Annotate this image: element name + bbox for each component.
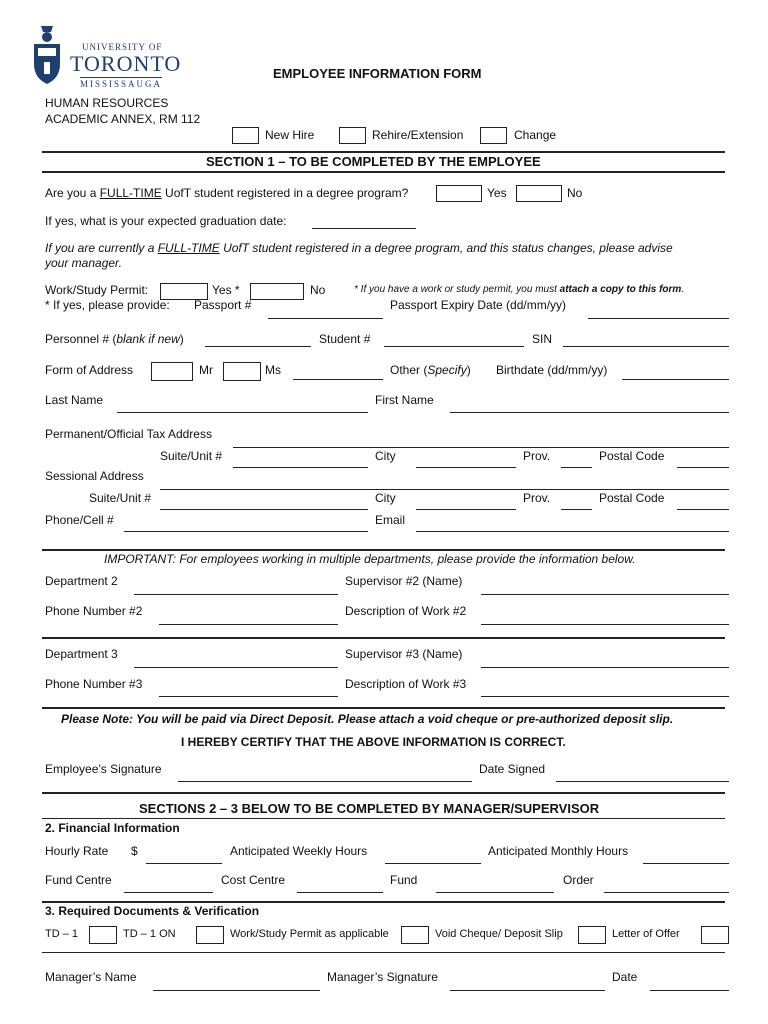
td1on-checkbox[interactable] (196, 926, 224, 944)
rehire-label: Rehire/Extension (372, 128, 464, 142)
perm-postal-field[interactable] (677, 467, 729, 468)
fund-field[interactable] (436, 892, 554, 893)
fulltime-no-checkbox[interactable] (516, 185, 562, 202)
dept-label: HUMAN RESOURCES (45, 96, 169, 110)
sessional-address-field[interactable] (160, 489, 729, 490)
perm-city-label: City (375, 449, 396, 463)
divider (42, 952, 725, 953)
sup3-field[interactable] (481, 667, 729, 668)
fulltime-no-label: No (567, 186, 583, 200)
sup2-label: Supervisor #2 (Name) (345, 574, 463, 588)
divider (42, 549, 725, 551)
new-hire-label: New Hire (265, 128, 315, 142)
weekly-label: Anticipated Weekly Hours (230, 844, 368, 858)
phone2-field[interactable] (159, 624, 338, 625)
divider (42, 792, 725, 794)
permit-label: Work/Study Permit: (45, 283, 149, 297)
divider (42, 901, 725, 903)
address-label: ACADEMIC ANNEX, RM 112 (45, 112, 201, 126)
fin-heading: 2. Financial Information (45, 821, 180, 835)
ms-label: Ms (265, 363, 281, 377)
certify-statement: I HEREBY CERTIFY THAT THE ABOVE INFORMATION IS CORRECT. (181, 735, 566, 749)
birthdate-field[interactable] (622, 379, 729, 380)
permit-note: * If you have a work or study permit, you must attach a copy to this form. (354, 284, 685, 295)
weekly-field[interactable] (385, 863, 481, 864)
student-label: Student # (319, 332, 371, 346)
permit-no-checkbox[interactable] (250, 283, 304, 300)
mgr-name-label: Manager’s Name (45, 970, 137, 984)
sin-field[interactable] (563, 346, 729, 347)
fund-centre-label: Fund Centre (45, 873, 112, 887)
phone-cell-label: Phone/Cell # (45, 513, 114, 527)
dollar-sign: $ (131, 844, 138, 858)
order-label: Order (563, 873, 594, 887)
monthly-label: Anticipated Monthly Hours (488, 844, 629, 858)
perm-postal-label: Postal Code (599, 449, 665, 463)
offer-checkbox[interactable] (701, 926, 729, 944)
sess-postal-label: Postal Code (599, 491, 665, 505)
emp-sig-label: Employee’s Signature (45, 762, 162, 776)
sess-city-field[interactable] (416, 509, 516, 510)
monthly-field[interactable] (643, 863, 729, 864)
mgr-sig-label: Manager’s Signature (327, 970, 438, 984)
cost-centre-field[interactable] (297, 892, 383, 893)
date-label: Date (612, 970, 638, 984)
passport-label: Passport # (194, 298, 252, 312)
sess-city-label: City (375, 491, 396, 505)
fund-label: Fund (390, 873, 418, 887)
birthdate-label: Birthdate (dd/mm/yy) (496, 363, 608, 377)
first-name-label: First Name (375, 393, 434, 407)
student-field[interactable] (384, 346, 524, 347)
date-field[interactable] (650, 990, 729, 991)
new-hire-checkbox[interactable] (232, 127, 259, 144)
dept2-field[interactable] (134, 594, 338, 595)
phone3-field[interactable] (159, 696, 338, 697)
form-of-address-label: Form of Address (45, 363, 134, 377)
date-signed-label: Date Signed (479, 762, 546, 776)
email-field[interactable] (416, 531, 729, 532)
first-name-field[interactable] (450, 412, 729, 413)
perm-address-field[interactable] (233, 447, 729, 448)
section23-title: SECTIONS 2 – 3 BELOW TO BE COMPLETED BY MANAGER/SUPERVISOR (139, 801, 600, 816)
direct-deposit-note: Please Note: You will be paid via Direct Deposit. Please attach a void cheque or pre-authorized deposit slip. (61, 712, 674, 726)
perm-prov-field[interactable] (561, 467, 592, 468)
sin-label: SIN (532, 332, 553, 346)
change-checkbox[interactable] (480, 127, 507, 144)
logo-toronto: TORONTO (70, 51, 182, 76)
fund-centre-field[interactable] (124, 892, 213, 893)
permit-yes-label: Yes * (212, 283, 240, 297)
other-label: Other (Specify) (390, 363, 471, 377)
permit-no-label: No (310, 283, 326, 297)
perm-city-field[interactable] (416, 467, 516, 468)
mr-label: Mr (199, 363, 213, 377)
sessional-address-label: Sessional Address (45, 469, 144, 483)
sup3-label: Supervisor #3 (Name) (345, 647, 463, 661)
divider (42, 151, 725, 153)
sess-suite-label: Suite/Unit # (89, 491, 152, 505)
dept3-field[interactable] (134, 667, 338, 668)
void-cheque-label: Void Cheque/ Deposit Slip (435, 928, 563, 940)
permit-app-checkbox[interactable] (401, 926, 429, 944)
last-name-field[interactable] (117, 412, 368, 413)
emp-sig-field[interactable] (178, 781, 472, 782)
logo-mississauga: MISSISSAUGA (80, 79, 163, 89)
passport-expiry-label: Passport Expiry Date (dd/mm/yy) (390, 298, 567, 312)
passport-field[interactable] (268, 318, 383, 319)
cost-centre-label: Cost Centre (221, 873, 286, 887)
rehire-checkbox[interactable] (339, 127, 366, 144)
sess-postal-field[interactable] (677, 509, 729, 510)
phone-cell-field[interactable] (124, 531, 368, 532)
perm-suite-label: Suite/Unit # (160, 449, 223, 463)
phone3-label: Phone Number #3 (45, 677, 143, 691)
email-label: Email (375, 513, 406, 527)
personnel-label: Personnel # (blank if new) (45, 332, 184, 346)
desc2-field[interactable] (481, 624, 729, 625)
hourly-field[interactable] (146, 863, 222, 864)
fulltime-question: Are you a FULL-TIME UofT student registered in a degree program? (45, 186, 409, 200)
crest-icon (32, 24, 62, 86)
important-note: IMPORTANT: For employees working in multiple departments, please provide the information below. (104, 552, 636, 566)
advise-note: If you are currently a FULL-TIME UofT student registered in a degree program, and this status changes, please advise (45, 241, 673, 255)
divider (42, 171, 725, 173)
mr-checkbox[interactable] (151, 362, 193, 381)
grad-date-field[interactable] (312, 228, 416, 229)
perm-prov-label: Prov. (523, 449, 551, 463)
desc3-field[interactable] (481, 696, 729, 697)
td1-checkbox[interactable] (89, 926, 117, 944)
section1-title: SECTION 1 – TO BE COMPLETED BY THE EMPLOYEE (206, 154, 541, 169)
perm-suite-field[interactable] (233, 467, 368, 468)
ms-checkbox[interactable] (223, 362, 261, 381)
other-field[interactable] (293, 379, 383, 380)
td1-label: TD – 1 (45, 928, 79, 940)
mgr-sig-field[interactable] (450, 990, 605, 991)
order-field[interactable] (604, 892, 729, 893)
change-label: Change (514, 128, 557, 142)
personnel-field[interactable] (205, 346, 311, 347)
td1on-label: TD – 1 ON (123, 928, 176, 940)
advise-note-line2: your manager. (45, 256, 122, 270)
perm-address-label: Permanent/Official Tax Address (45, 427, 212, 441)
hourly-label: Hourly Rate (45, 844, 109, 858)
void-cheque-checkbox[interactable] (578, 926, 606, 944)
sess-suite-field[interactable] (160, 509, 368, 510)
date-signed-field[interactable] (556, 781, 729, 782)
last-name-label: Last Name (45, 393, 104, 407)
divider (42, 707, 725, 709)
divider (42, 637, 725, 639)
docs-heading: 3. Required Documents & Verification (45, 904, 260, 918)
grad-date-label: If yes, what is your expected graduation date: (45, 214, 287, 228)
desc3-label: Description of Work #3 (345, 677, 467, 691)
form-title: EMPLOYEE INFORMATION FORM (273, 66, 482, 81)
mgr-name-field[interactable] (153, 990, 320, 991)
desc2-label: Description of Work #2 (345, 604, 467, 618)
offer-label: Letter of Offer (612, 928, 680, 940)
phone2-label: Phone Number #2 (45, 604, 143, 618)
fulltime-yes-checkbox[interactable] (436, 185, 482, 202)
permit-app-label: Work/Study Permit as applicable (230, 928, 389, 940)
logo-univ-of: UNIVERSITY OF (82, 42, 163, 52)
sess-prov-label: Prov. (523, 491, 551, 505)
dept2-label: Department 2 (45, 574, 118, 588)
fulltime-yes-label: Yes (487, 186, 507, 200)
passport-expiry-field[interactable] (588, 318, 729, 319)
dept3-label: Department 3 (45, 647, 118, 661)
sup2-field[interactable] (481, 594, 729, 595)
divider (42, 818, 725, 819)
if-yes-label: * If yes, please provide: (45, 298, 170, 312)
sess-prov-field[interactable] (561, 509, 592, 510)
